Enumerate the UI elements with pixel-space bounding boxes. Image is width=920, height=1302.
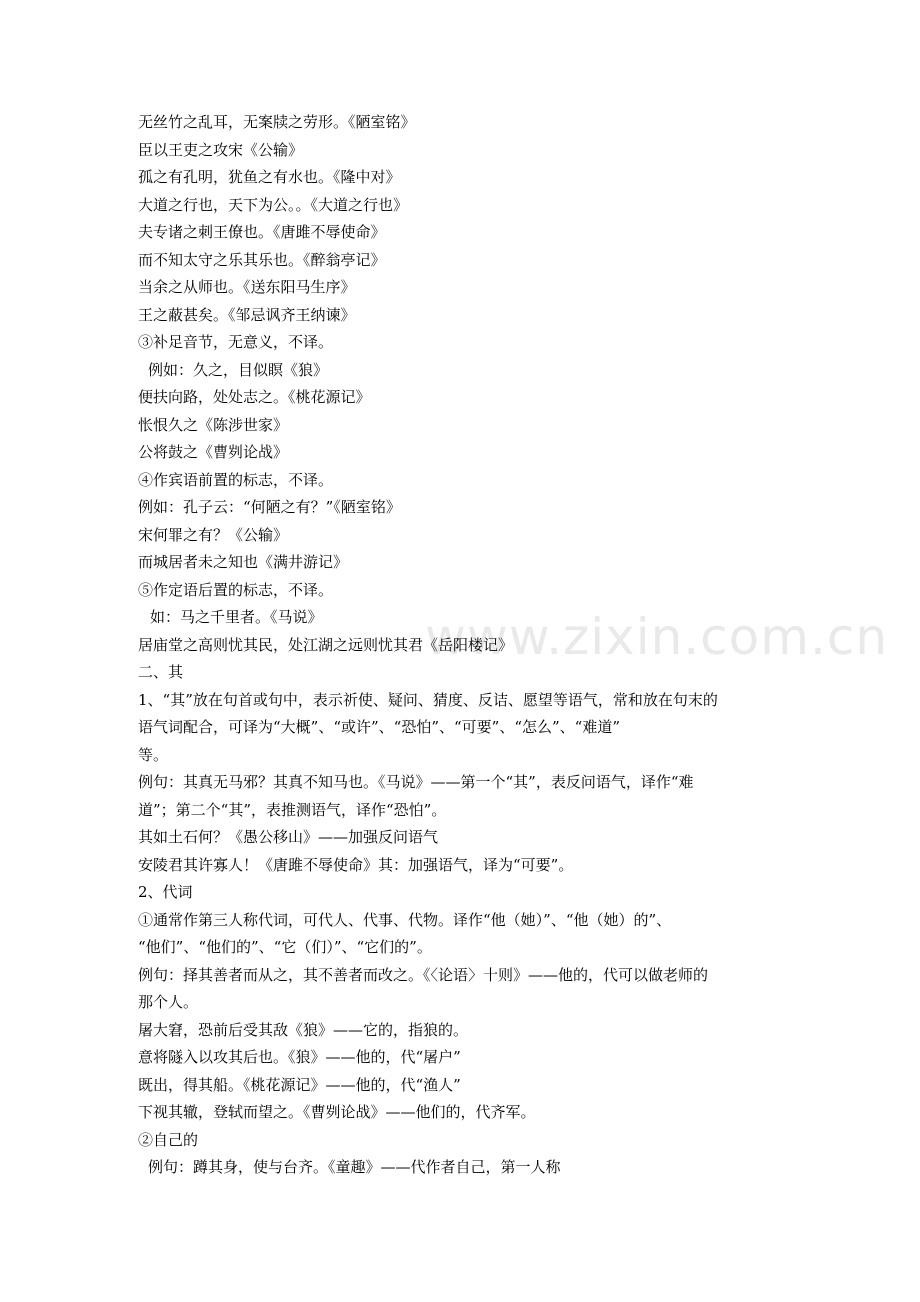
text-line: 便扶向路，处处志之。《桃花源记》 xyxy=(138,388,371,406)
text-line: 安陵君其许寡人！《唐雎不辱使命》其：加强语气，译为“可要”。 xyxy=(138,855,574,874)
example-line: 如：马之千里者。《马说》 xyxy=(150,608,323,626)
text-line: 无丝竹之乱耳，无案牍之劳形。《陋室铭》 xyxy=(138,113,416,131)
text-line: 1、“其”放在句首或句中，表示祈使、疑问、猜度、反诘、愿望等语气，常和放在句末的 xyxy=(138,690,718,709)
text-line: 而城居者未之知也《满井游记》 xyxy=(138,553,349,571)
section-heading: ④作宾语前置的标志，不译。 xyxy=(138,470,334,489)
section-heading: 2、代词 xyxy=(138,883,193,901)
section-heading: ⑤作定语后置的标志，不译。 xyxy=(138,580,334,599)
text-line: 夫专诸之刺王僚也。《唐雎不辱使命》 xyxy=(138,223,386,241)
section-heading: ②自己的 xyxy=(138,1130,199,1149)
text-line: 意将隧入以攻其后也。《狼》——他的，代“屠户” xyxy=(138,1048,461,1066)
text-line: 那个人。 xyxy=(138,993,199,1011)
text-line: “他们”、“他们的”、“它（们）”、“它们的”。 xyxy=(138,938,432,956)
example-line: 例如：久之，目似瞑《狼》 xyxy=(148,360,329,379)
text-line: 下视其辙，登轼而望之。《曹刿论战》——他们的，代齐军。 xyxy=(138,1103,536,1121)
text-line: 等。 xyxy=(138,745,169,764)
text-line: 公将鼓之《曹刿论战》 xyxy=(138,443,289,461)
text-line: 王之蔽甚矣。《邹忌讽齐王纳谏》 xyxy=(138,305,356,324)
text-line: ①通常作第三人称代词，可代人、代事、代物。译作“他（她）”、“他（她）的”、 xyxy=(138,910,672,929)
text-line: 而不知太守之乐其乐也。《醉翁亭记》 xyxy=(138,250,386,269)
text-line: 居庙堂之高则忧其民，处江湖之远则忧其君《岳阳楼记》 xyxy=(138,635,514,654)
example-line: 例句：蹲其身，使与台齐。《童趣》——代作者自己，第一人称 xyxy=(148,1158,561,1176)
text-line: 其如土石何？《愚公移山》——加强反问语气 xyxy=(138,828,439,846)
text-line: 孤之有孔明，犹鱼之有水也。《隆中对》 xyxy=(138,168,401,186)
example-line: 例句：其真无马邪？其真不知马也。《马说》——第一个“其”，表反问语气，译作“难 xyxy=(138,773,694,791)
document-body xyxy=(138,109,788,1182)
text-line: 大道之行也，天下为公。。《大道之行也》 xyxy=(138,195,409,214)
text-line: 臣以王吏之攻宋《公输》 xyxy=(138,140,304,159)
text-line: 怅恨久之《陈涉世家》 xyxy=(138,415,289,434)
text-line: 道”；第二个“其”，表推测语气，译作“恐怕”。 xyxy=(138,800,447,819)
text-line: 语气词配合，可译为“大概”、“或许”、“恐怕”、“可要”、“怎么”、“难道” xyxy=(138,718,621,736)
example-line: 例如：孔子云：“何陋之有？”《陋室铭》 xyxy=(138,498,401,516)
section-heading: ③补足音节，无意义，不译。 xyxy=(138,333,334,351)
example-line: 例句：择其善者而从之，其不善者而改之。《〈论语〉十则》——他的，代可以做老师的 xyxy=(138,965,709,984)
text-line: 当余之从师也。《送东阳马生序》 xyxy=(138,278,356,296)
text-line: 既出，得其船。《桃花源记》——他的，代“渔人” xyxy=(138,1075,461,1094)
chapter-heading: 二、其 xyxy=(138,663,184,681)
text-line: 宋何罪之有？《公输》 xyxy=(138,525,289,544)
watermark: www.zixin.com.cn xyxy=(425,608,889,666)
text-line: 屠大窘，恐前后受其敌《狼》——它的，指狼的。 xyxy=(138,1020,469,1039)
